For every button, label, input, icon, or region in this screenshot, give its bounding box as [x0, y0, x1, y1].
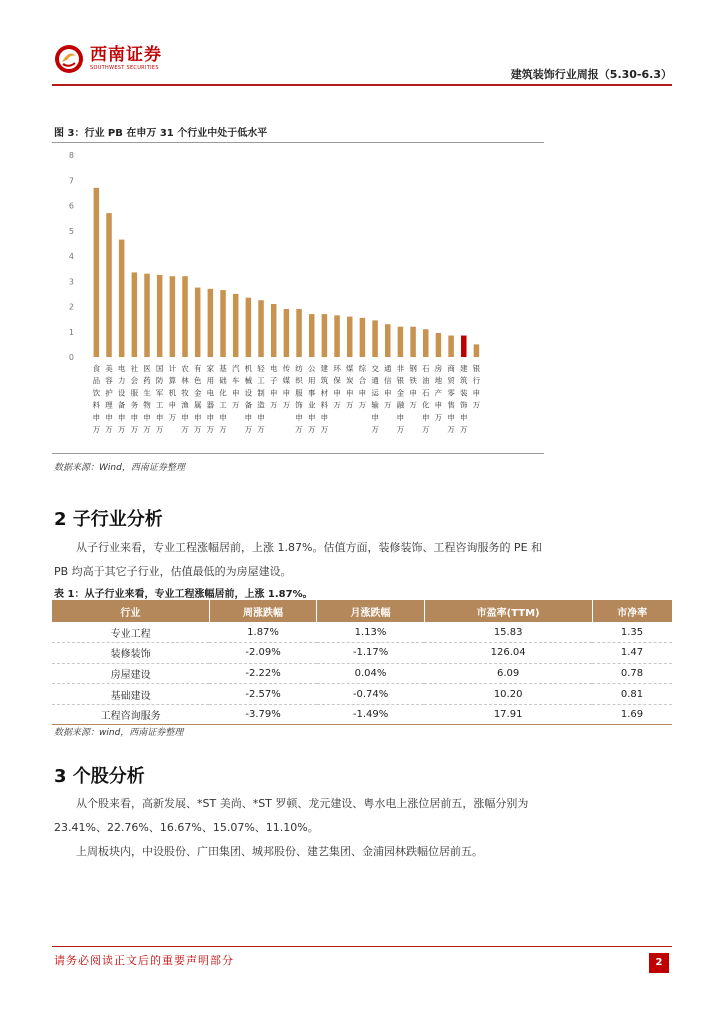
bar [94, 188, 100, 357]
bar [157, 275, 163, 357]
category-label: 电子申万 [269, 364, 278, 410]
figure-bottom-rule [52, 453, 544, 454]
bar [423, 329, 429, 357]
col-header-monthly-change: 月涨跌幅 [317, 600, 424, 622]
bar [372, 320, 378, 357]
cell-industry: 工程咨询服务 [52, 704, 209, 725]
table-header-row [52, 600, 672, 622]
category-label: 计算机申万 [168, 364, 177, 422]
category-label: 食品饮料申万 [92, 364, 101, 434]
section-2-paragraph: 从子行业来看，专业工程涨幅居前，上涨 1.87%。估值方面，装修装饰、工程咨询服务的 PE 和 PB 均高于其它子行业，估值最低的为房屋建设。 [54, 541, 543, 578]
bar [119, 240, 125, 357]
section-3-paragraph-1: 从个股来看，高新发展、*ST 美尚、*ST 罗顿、龙元建设、粤水电上涨位居前五，涨幅分别为 23.41%、22.76%、16.67%、15.07%、11.10%。 [54, 797, 529, 834]
logo-name-en: SOUTHWEST SECURITIES [90, 65, 159, 71]
y-tick-label: 3 [68, 277, 74, 287]
category-label: 美容护理申万 [105, 364, 113, 434]
cell-monthly-change: 1.13% [317, 622, 424, 643]
category-label: 交通运输申万 [371, 364, 379, 434]
category-label: 机械设备申万 [244, 364, 253, 434]
cell-weekly-change: 1.87% [209, 622, 316, 643]
cell-monthly-change: -1.17% [317, 643, 424, 664]
y-tick-label: 5 [68, 226, 74, 236]
bar [410, 327, 416, 357]
footer-divider [52, 946, 672, 947]
table-source: 数据来源：wind，西南证券整理 [54, 728, 184, 738]
pb-bar-chart [52, 143, 544, 451]
cell-weekly-change: -2.57% [209, 684, 316, 705]
cell-pb: 1.35 [592, 622, 672, 643]
logo-emblem-icon [54, 44, 84, 74]
section-2-title: 2 子行业分析 [54, 509, 163, 530]
category-label: 环保申万 [333, 364, 341, 410]
y-tick-label: 2 [68, 302, 74, 312]
category-label: 石油石化申万 [422, 364, 430, 434]
category-label: 医药生物申万 [143, 364, 151, 434]
category-label: 综合申万 [358, 364, 367, 410]
table-row [52, 643, 672, 664]
bar [474, 344, 480, 357]
section-3-paragraph-2: 上周板块内，中设股份、广田集团、城邦股份、建艺集团、金浦园林跌幅位居前五。 [76, 845, 483, 858]
logo-name-cn: 西南证券 [90, 45, 162, 65]
company-logo [54, 44, 162, 74]
bar [461, 336, 467, 357]
category-label: 农林牧渔申万 [181, 364, 189, 434]
category-label: 钢铁申万 [409, 364, 417, 410]
category-label: 非银金融申万 [396, 364, 405, 434]
cell-pe: 17.91 [424, 704, 592, 725]
cell-monthly-change: 0.04% [317, 663, 424, 684]
cell-weekly-change: -3.79% [209, 704, 316, 725]
cell-pb: 1.47 [592, 643, 672, 664]
bar [182, 276, 188, 357]
table-caption: 表 1：从子行业来看，专业工程涨幅居前，上涨 1.87%。 [54, 589, 313, 600]
bar [385, 324, 391, 357]
header-divider [52, 84, 672, 86]
y-tick-label: 0 [68, 353, 74, 362]
table-row [52, 684, 672, 705]
bar [398, 327, 404, 357]
bar [246, 298, 252, 357]
report-title: 建筑装饰行业周报（5.30-6.3） [510, 68, 672, 81]
bar [258, 300, 264, 357]
bar [448, 336, 454, 357]
col-header-industry: 行业 [52, 600, 209, 622]
bar [347, 317, 353, 357]
y-tick-label: 4 [68, 252, 74, 261]
category-label: 通信申万 [383, 364, 392, 410]
cell-industry: 房屋建设 [52, 663, 209, 684]
bar [208, 289, 214, 357]
page-number: 2 [649, 953, 669, 973]
bar [220, 290, 226, 357]
category-label: 社会服务申万 [130, 364, 139, 434]
category-label: 建筑装饰申万 [460, 364, 468, 434]
category-label: 房地产申万 [434, 364, 443, 422]
cell-industry: 基础建设 [52, 684, 209, 705]
category-label: 传媒申万 [282, 364, 291, 410]
category-label: 有色金属申万 [193, 364, 202, 434]
bar [296, 309, 302, 357]
category-label: 家用电器申万 [206, 364, 215, 434]
table-row [52, 704, 672, 725]
category-label: 商贸零售申万 [447, 364, 455, 434]
category-label: 建筑材料申万 [320, 364, 329, 434]
table-row [52, 663, 672, 684]
table-row [52, 622, 672, 643]
cell-pb: 1.69 [592, 704, 672, 725]
cell-pb: 0.81 [592, 684, 672, 705]
category-label: 汽车申万 [231, 364, 240, 410]
category-label: 纺织服饰申万 [295, 364, 303, 434]
y-tick-label: 6 [68, 201, 74, 211]
cell-pe: 15.83 [424, 622, 592, 643]
bar [233, 294, 239, 357]
category-label: 基础化工申万 [219, 364, 227, 434]
cell-monthly-change: -0.74% [317, 684, 424, 705]
y-tick-label: 1 [68, 327, 74, 337]
figure-source: 数据来源：Wind，西南证券整理 [54, 463, 185, 473]
category-label: 电力设备申万 [117, 364, 126, 434]
disclaimer-notice: 请务必阅读正文后的重要声明部分 [54, 954, 234, 967]
col-header-pb: 市净率 [592, 600, 672, 622]
figure-caption: 图 3：行业 PB 在申万 31 个行业中处于低水平 [54, 128, 268, 139]
bar [436, 333, 442, 357]
bar [322, 314, 328, 357]
col-header-pe: 市盈率(TTM) [424, 600, 592, 622]
cell-weekly-change: -2.22% [209, 663, 316, 684]
y-tick-label: 8 [68, 151, 74, 160]
category-label: 轻工制造申万 [257, 364, 265, 434]
category-label: 煤炭申万 [345, 364, 354, 410]
cell-pe: 126.04 [424, 643, 592, 664]
cell-monthly-change: -1.49% [317, 704, 424, 725]
bar [271, 304, 277, 357]
bar [195, 288, 201, 357]
category-label: 公用事业申万 [307, 364, 316, 434]
cell-weekly-change: -2.09% [209, 643, 316, 664]
cell-pb: 0.78 [592, 663, 672, 684]
cell-pe: 6.09 [424, 663, 592, 684]
cell-industry: 装修装饰 [52, 643, 209, 664]
bar [284, 309, 290, 357]
category-label: 银行申万 [472, 364, 481, 410]
subindustry-table [52, 600, 672, 725]
bar [170, 276, 176, 357]
bar [309, 314, 315, 357]
col-header-weekly-change: 周涨跌幅 [209, 600, 316, 622]
cell-industry: 专业工程 [52, 622, 209, 643]
y-tick-label: 7 [68, 176, 74, 186]
bar [144, 274, 150, 357]
bar [132, 272, 138, 357]
cell-pe: 10.20 [424, 684, 592, 705]
category-label: 国防军工申万 [155, 364, 164, 434]
bar [334, 315, 340, 357]
bar [106, 213, 112, 357]
bar [360, 318, 366, 357]
section-3-title: 3 个股分析 [54, 766, 145, 787]
